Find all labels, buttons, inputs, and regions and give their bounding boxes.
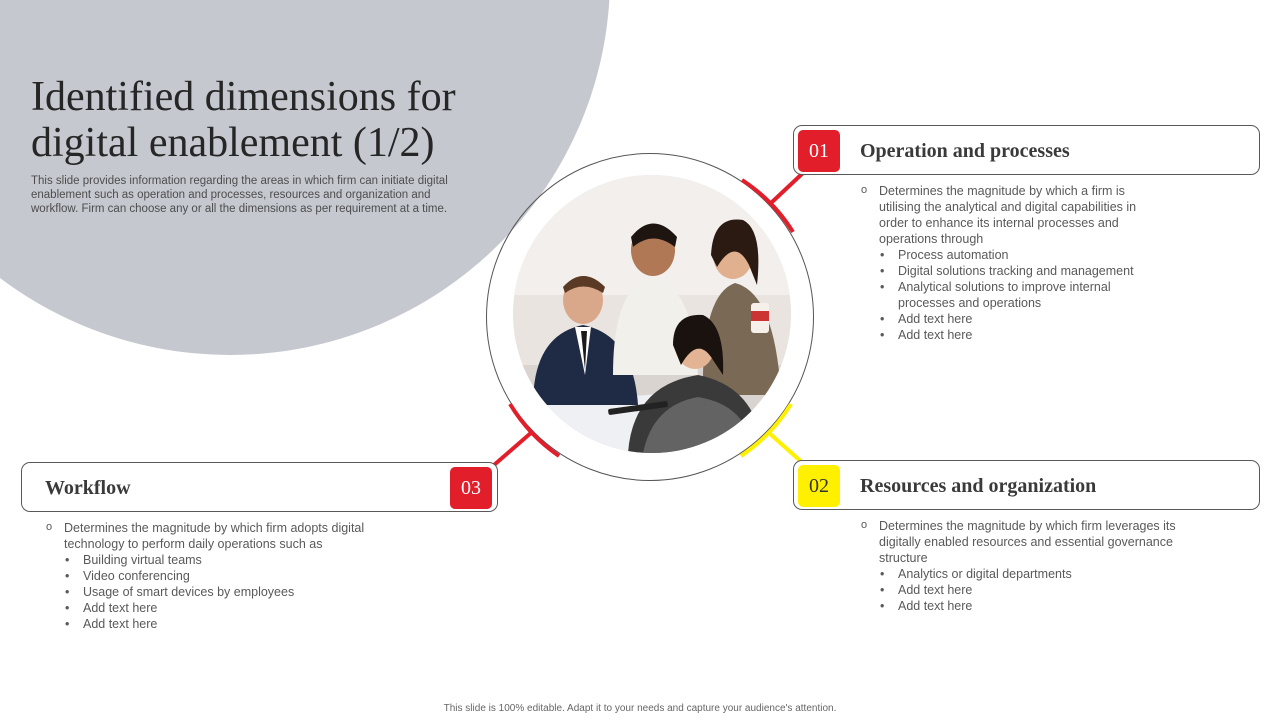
badge-03: 03 (450, 467, 492, 509)
list-item: • Add text here (880, 582, 1206, 598)
list-item: • Add text here (880, 327, 1161, 343)
list-item: • Add text here (65, 600, 391, 616)
desc-operation-lead: o Determines the magnitude by which a firm is utilising the analytical and digital capabilities in order to enhance its internal processes and operations through (861, 183, 1161, 247)
desc-workflow-bullets (46, 552, 391, 632)
list-item: • Process automation (880, 247, 1161, 263)
slide-subtitle: This slide provides information regarding the areas in which firm can initiate digital enablement such as operation and processes, resources and organization and workflow. Firm can choose any or all the dimensions as per requirement at a time. (31, 175, 448, 215)
desc-resources-lead: o Determines the magnitude by which firm leverages its digitally enabled resources and essential governance structure (861, 518, 1206, 566)
list-item: • Analytics or digital departments (880, 566, 1206, 582)
list-item: • Video conferencing (65, 568, 391, 584)
slide-footer: This slide is 100% editable. Adapt it to your needs and capture your audience's attention. (443, 703, 837, 714)
card-title-operation: Operation and processes (860, 140, 1070, 162)
card-resources-organization (793, 460, 1260, 510)
slide-title: Identified dimensions for digital enablement (1/2) (31, 74, 456, 166)
desc-operation-bullets (861, 247, 1161, 343)
desc-resources (861, 518, 1206, 614)
list-item: • Add text here (880, 598, 1206, 614)
desc-workflow (46, 520, 391, 632)
list-item: • Usage of smart devices by employees (65, 584, 391, 600)
list-item: • Add text here (880, 311, 1161, 327)
list-item: • Building virtual teams (65, 552, 391, 568)
list-item: • Analytical solutions to improve internal processes and operations (880, 279, 1161, 311)
card-operation-processes (793, 125, 1260, 175)
desc-operation (861, 183, 1161, 343)
badge-01: 01 (798, 130, 840, 172)
card-title-resources: Resources and organization (860, 475, 1097, 497)
desc-workflow-lead: o Determines the magnitude by which firm adopts digital technology to perform daily operations such as (46, 520, 391, 552)
badge-02: 02 (798, 465, 840, 507)
list-item: • Add text here (65, 616, 391, 632)
list-item: • Digital solutions tracking and management (880, 263, 1161, 279)
desc-resources-bullets (861, 566, 1206, 614)
card-workflow (21, 462, 498, 512)
card-title-workflow: Workflow (45, 477, 131, 499)
